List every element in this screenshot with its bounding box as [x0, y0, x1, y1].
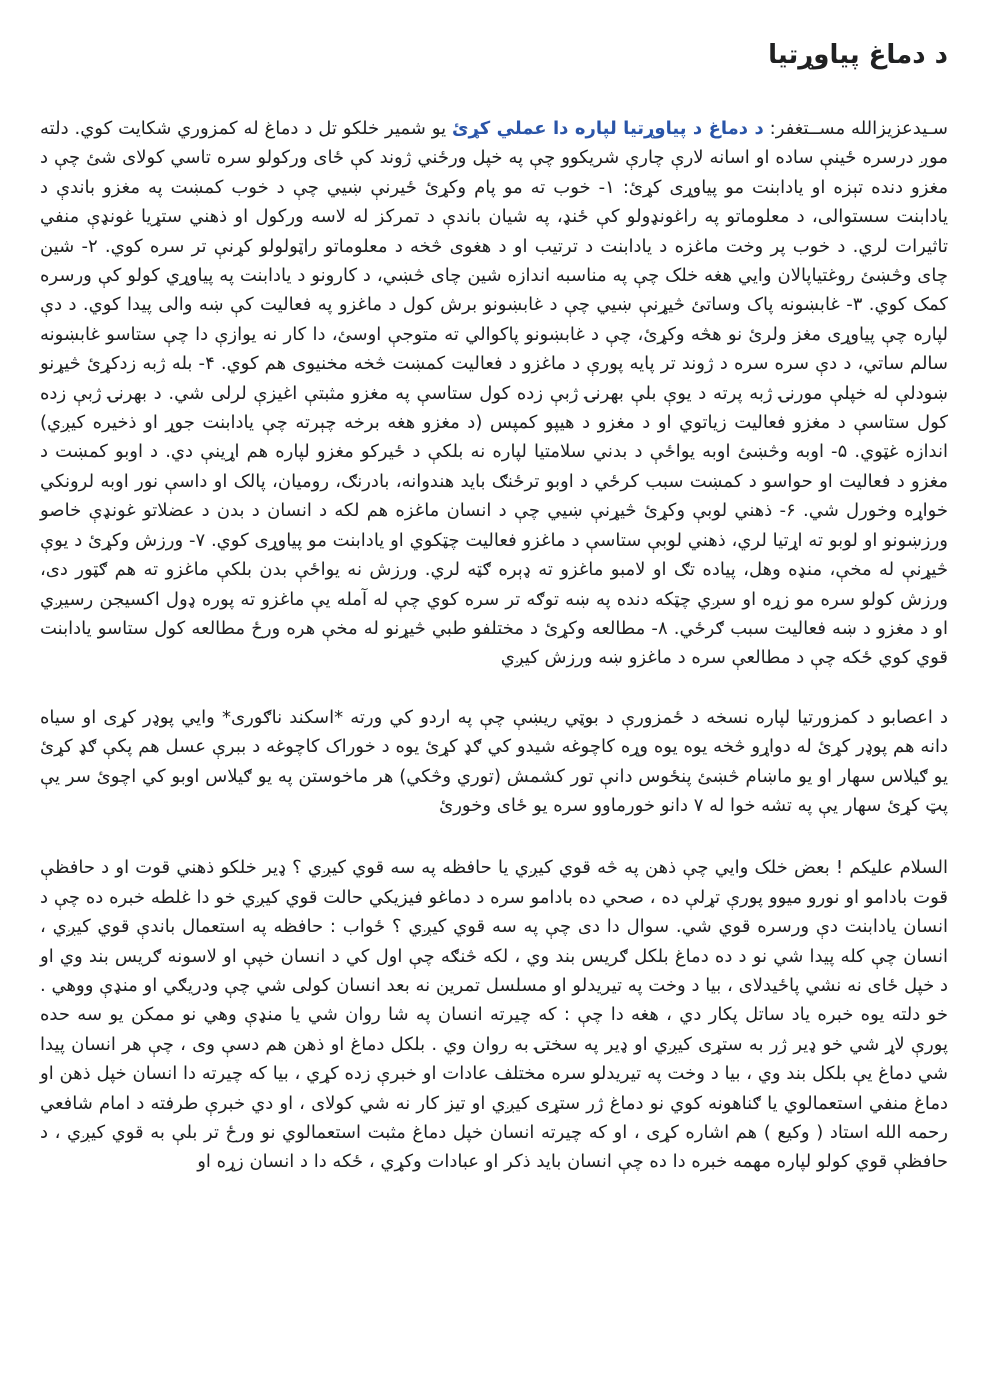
- headline-highlight: د دماغ د پیاوړتیا لپاره دا عملي کړئ: [452, 118, 764, 139]
- paragraph-3-text: السلام علیکم ! بعض خلک وایي چې ذهن په څه قوي کیږي یا حافظه په سه قوي کیږي ؟ ډیر خلکو ذهني قوت او د حافظې قوت بادامو او نورو میوو پورې تړلې ده ، صحي ده بادامو سره د دماغو فیزیکي حالت قوي کیږي خو دا غلطه خبره ده چې د انسان یادابنت دې ورسره قوي شي. سوال دا دی چې په سه قوي کیږي ؟ ځواب : حافظه په استعمال باندې قوي کیږي ، انسان چې کله پیدا شي نو د ده دماغ بلکل ګریس بند وي ، لکه څنګه چې اول کي د انسان خپې او لاسونه ګریس بند وي او د خپل ځای نه نشي پاځیدلای ، بیا د وخت په تیریدلو او مسلسل تمرین نه بعد انسان کولی شي چې ودریګي او منډې ووهي . خو دلته یوه خبره یاد ساتل پکار دي ، هغه دا چې : که چیرته انسان په شا روان شي یا منډې وهي نو ممکن یو سه حده پورې لاړ شي خو ډیر ژر به ستړی کیږي او ډیر په سختۍ به روان وي . بلکل دماغ او ذهن هم دسې وی ، چې هر انسان پیدا شي دماغ یې بلکل بند وي ، بیا د وخت په تیریدلو سره مختلف عادات او خبرې زده کړي ، بیا که چیرته دا انسان خپل ذهن او دماغ منفي استعمالوي یا ګناهونه کوي نو دماغ ژر ستړی کیږي او تیز کار نه شي کولای ، او دي خبرې طرفته د امام شافعي رحمه الله استاد ( وکیع ) هم اشاره کړی ، او که چیرته انسان خپل دماغ مثبت استعمالوي نو ورځ تر بلې به قوي کیږي ، د حافظې قوي کولو لپاره مهمه خبره دا ده چې انسان باید ذکر او عبادات وکړي ، ځکه دا د انسان زړه او: [40, 857, 948, 1173]
- article-paragraph-1: [40, 114, 948, 673]
- author-name: سـیدعزیزالله مســتغفر:: [769, 118, 948, 139]
- article-paragraph-2: [40, 703, 948, 821]
- paragraph-1-text: یو شمیر خلکو تل د دماغ له کمزوري شکایت کوي. دلته موږ درسره ځینې ساده او اسانه لارې چارې شریکوو چې په خپل ورځني ژوند کې ځای ورکولو سره تاسي کولای شئ چې د مغزو دنده تېزه او یادابنت مو پیاوړی کړئ: ۱- خوب ته مو پام وکړئ ځیرنې ښیي چې د خوب کمښت په مغزو باندې د یادابنت سستوالی، د معلوماتو په راغونډولو کې ځنډ، په شیان باندې د تمرکز له لاسه ورکول او ذهني ستړیا غونډې منفي تاثیرات لري. د خوب پر وخت ماغزه د یادابنت د ترتیب او د هغوی څخه د معلوماتو راټولولو کړنې تر سره کوي. ۲- شین چای وڅښئ روغتیاپالان وایي هغه خلک چې په مناسبه اندازه شین چای څښي، د کارونو د یادابنت په پیاوړي کولو کې ورسره کمک کوي. ۳- غابښونه پاک وساتئ څیړنې ښیي چې د غابښونو برش کول د ماغزو په فعالیت کې ښه والی پیدا کوي. د دې لپاره چې پیاوړی مغز ولرئ نو هڅه وکړئ، چې د غابښونو پاکوالي ته متوجې اوسئ، دا کار نه یوازې دا چې ستاسو غابښونه سالم ساتي، د دې سره سره د ژوند تر پایه پورې د ماغزو د فعالیت کمښت څخه مخنیوی هم کوي. ۴- بله ژبه زدکړئ څیړنو ښودلې له خپلې مورنۍ ژبه پرته د یوې بلې بهرنۍ ژبې زده کول ستاسې په مغزو مثبتې اغیزې لرلی شي. د بهرنۍ ژبې زده کول ستاسې د مغزو فعالیت زیاتوي او د مغزو د هیپو کمپس (د مغزو هغه برخه چېرته چې یادابنت جوړ او ذخیره کیږي) اندازه غټوي. ۵- اوبه وڅښئ اوبه یواځې د بدني سلامتیا لپاره نه بلکې د ځیرکو مغزو لپاره هم اړینې دي. د اوبو کمښت د مغزو د فعالیت او حواسو د کمښت سبب کرځي د اوبو ترځنګ باید هندوانه، بادرنګ، رومیان، پالک او داسې نور اوبه لرونکي خواړه وخورل شي. ۶- ذهني لوبې وکړئ څیړنې ښیي چې د انسان ماغزه هم لکه د انسان د بدن د عضلاتو غونډې خاصو ورزښونو او لوبو ته اړتیا لري، ذهني لوبې ستاسې د ماغزو فعالیت چټکوي او یادابنت مو پیاوړی کوي. ۷- ورزش وکړئ د یوې څیړنې له مخې، منډه وهل، پیاده تګ او لامبو ماغزو ته ډېره ګټه لري. ورزش نه یواځې بدن بلکې ماغزو ته هم ګټور دی، ورزش کولو سره مو زړه او سږي چټکه دنده په ښه توګه تر سره کوي چې له آمله یې ماغزو ته پوره ډول اکسیجن رسیږي او د مغزو د ښه فعالیت سبب ګرځي. ۸- مطالعه وکړئ د مختلفو طبي څیړنو له مخې هره ورځ مطالعه کول ستاسو یادابنت قوي کوي ځکه چې د مطالعې سره د ماغزو ښه ورزش کیږي: [40, 118, 949, 669]
- article-paragraph-3: [40, 853, 948, 1176]
- page-title: د دماغ پیاوړتیا: [768, 40, 948, 70]
- paragraph-2-text: د اعصابو د کمزورتیا لپاره نسخه د ځمزورې د بوټي ریښې چې په اردو کي ورته *اسکند ناګوری* وایي پوډر کړی او سیاه دانه هم پوډر کړئ له دواړو څخه یوه یوه وړه کاچوغه شیدو کي ګډ کړئ یوه د خوراک کاچوغه د ببرې عسل هم پکې ګډ کړئ یو ګیلاس سهار او یو ماښام څښئ پنځوس دانې تور کشمش (توري وڅکي) هر ماخوستن په یو ګیلاس اوبو کي اچوئ سر یې پټ کړئ سهار یې په تشه خوا له ۷ دانو خورماوو سره یو ځای وخورئ: [40, 706, 948, 816]
